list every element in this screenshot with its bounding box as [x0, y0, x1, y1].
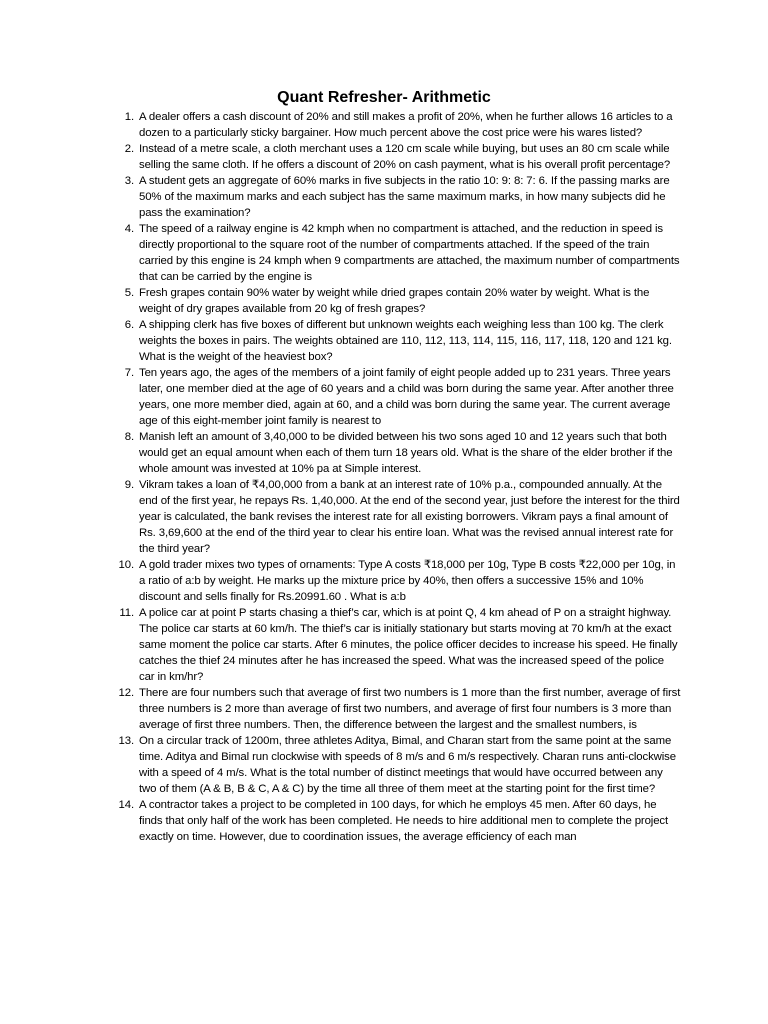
question-number: 8.	[124, 431, 134, 443]
question-number: 10.	[118, 559, 134, 571]
question-text: A shipping clerk has five boxes of different but unknown weights each weighing less than 100 kg. The clerk weights the boxes in pairs. The weights obtained are 110, 112, 113, 114, 115, 116, 117, 118, 120 and 121 kg. What is the weight of the heaviest box?	[139, 319, 672, 363]
question-number: 6.	[124, 319, 134, 331]
question-item	[108, 797, 682, 845]
page-title: Quant Refresher- Arithmetic	[277, 89, 491, 106]
question-text: Manish left an amount of 3,40,000 to be divided between his two sons aged 10 and 12 years such that both would get an equal amount when each of them turn 18 years old. What is the share of the elder brother if the whole amount was invested at 10% pa at Simple interest.	[139, 431, 673, 475]
question-number: 13.	[118, 735, 134, 747]
question-number: 14.	[118, 799, 134, 811]
question-text: A contractor takes a project to be completed in 100 days, for which he employs 45 men. After 60 days, he finds that only half of the work has been completed. He needs to hire additional men to complete the project exactly on time. However, due to coordination issues, the average efficiency of each man	[139, 799, 669, 843]
question-number: 5.	[124, 287, 134, 299]
question-text: A gold trader mixes two types of ornaments: Type A costs ₹18,000 per 10g, Type B costs ₹22,000 per 10g, in a ratio of a:b by weight. He marks up the mixture price by 40%, then offers a successive 15% and 10% discount and sells finally for Rs.20991.60 . What is a:b	[139, 559, 676, 603]
question-item	[108, 557, 682, 605]
question-item	[108, 221, 682, 285]
question-number: 12.	[118, 687, 134, 699]
question-item	[108, 733, 682, 797]
question-item	[108, 141, 682, 173]
question-text: Ten years ago, the ages of the members of a joint family of eight people added up to 231 years. Three years later, one member died at the age of 60 years and a child was born during the same year. After another three years, one more member died, again at 60, and a child was born during the same year. The current average age of this eight-member joint family is nearest to	[139, 367, 674, 427]
question-text: There are four numbers such that average of first two numbers is 1 more than the first number, average of first three numbers is 2 more than average of first two numbers, and average of first four numbers is 3 more than average of first three numbers. Then, the difference between the largest and the smallest numbers, is	[139, 687, 681, 731]
question-item	[108, 109, 682, 141]
question-number: 2.	[124, 143, 134, 155]
question-number: 11.	[119, 607, 134, 619]
question-item	[108, 317, 682, 365]
question-number: 4.	[124, 223, 134, 235]
question-number: 7.	[124, 367, 134, 379]
question-text: The speed of a railway engine is 42 kmph when no compartment is attached, and the reduction in speed is directly proportional to the square root of the number of compartments attached. If the speed of the train carried by this engine is 24 kmph when 9 compartments are attached, the maximum number of compartments that can be carried by the engine is	[139, 223, 680, 283]
question-list	[108, 109, 682, 845]
question-text: A police car at point P starts chasing a thief’s car, which is at point Q, 4 km ahead of P on a straight highway. The police car starts at 60 km/h. The thief’s car is initially stationary but starts moving at 70 km/h at the exact same moment the police car starts. After 6 minutes, the police officer decides to increase his speed. He finally catches the thief 24 minutes after he has increased the speed. What was the increased speed of the police car in km/hr?	[139, 607, 678, 683]
question-item	[108, 605, 682, 685]
question-text: Vikram takes a loan of ₹4,00,000 from a bank at an interest rate of 10% p.a., compounded annually. At the end of the first year, he repays Rs. 1,40,000. At the end of the second year, just before the interest for the third year is calculated, the bank revises the interest rate for all existing borrowers. Vikram pays a final amount of Rs. 3,69,600 at the end of the third year to clear his entire loan. What was the revised annual interest rate for the third year?	[139, 479, 680, 555]
question-text: Instead of a metre scale, a cloth merchant uses a 120 cm scale while buying, but uses an 80 cm scale while selling the same cloth. If he offers a discount of 20% on cash payment, what is his overall profit percentage?	[139, 143, 671, 171]
question-text: A dealer offers a cash discount of 20% and still makes a profit of 20%, when he further allows 16 articles to a dozen to a particularly sticky bargainer. How much percent above the cost price were his wares listed?	[139, 111, 673, 139]
question-item	[108, 429, 682, 477]
question-item	[108, 365, 682, 429]
question-item	[108, 285, 682, 317]
question-number: 9.	[124, 479, 134, 491]
question-item	[108, 685, 682, 733]
question-item	[108, 477, 682, 557]
question-item	[108, 173, 682, 221]
question-text: Fresh grapes contain 90% water by weight while dried grapes contain 20% water by weight. What is the weight of dry grapes available from 20 kg of fresh grapes?	[139, 287, 650, 315]
question-text: A student gets an aggregate of 60% marks in five subjects in the ratio 10: 9: 8: 7: 6. If the passing marks are 50% of the maximum marks and each subject has the same maximum marks, in how many subjects did he pass the examination?	[139, 175, 670, 219]
question-text: On a circular track of 1200m, three athletes Aditya, Bimal, and Charan start from the same point at the same time. Aditya and Bimal run clockwise with speeds of 8 m/s and 6 m/s respectively. Charan runs anti-clockwise with a speed of 4 m/s. What is the total number of distinct meetings that would have occurred between any two of them (A & B, B & C, A & C) by the time all three of them meet at the starting point for the first time?	[139, 735, 676, 795]
question-number: 3.	[124, 175, 134, 187]
question-number: 1.	[124, 111, 134, 123]
